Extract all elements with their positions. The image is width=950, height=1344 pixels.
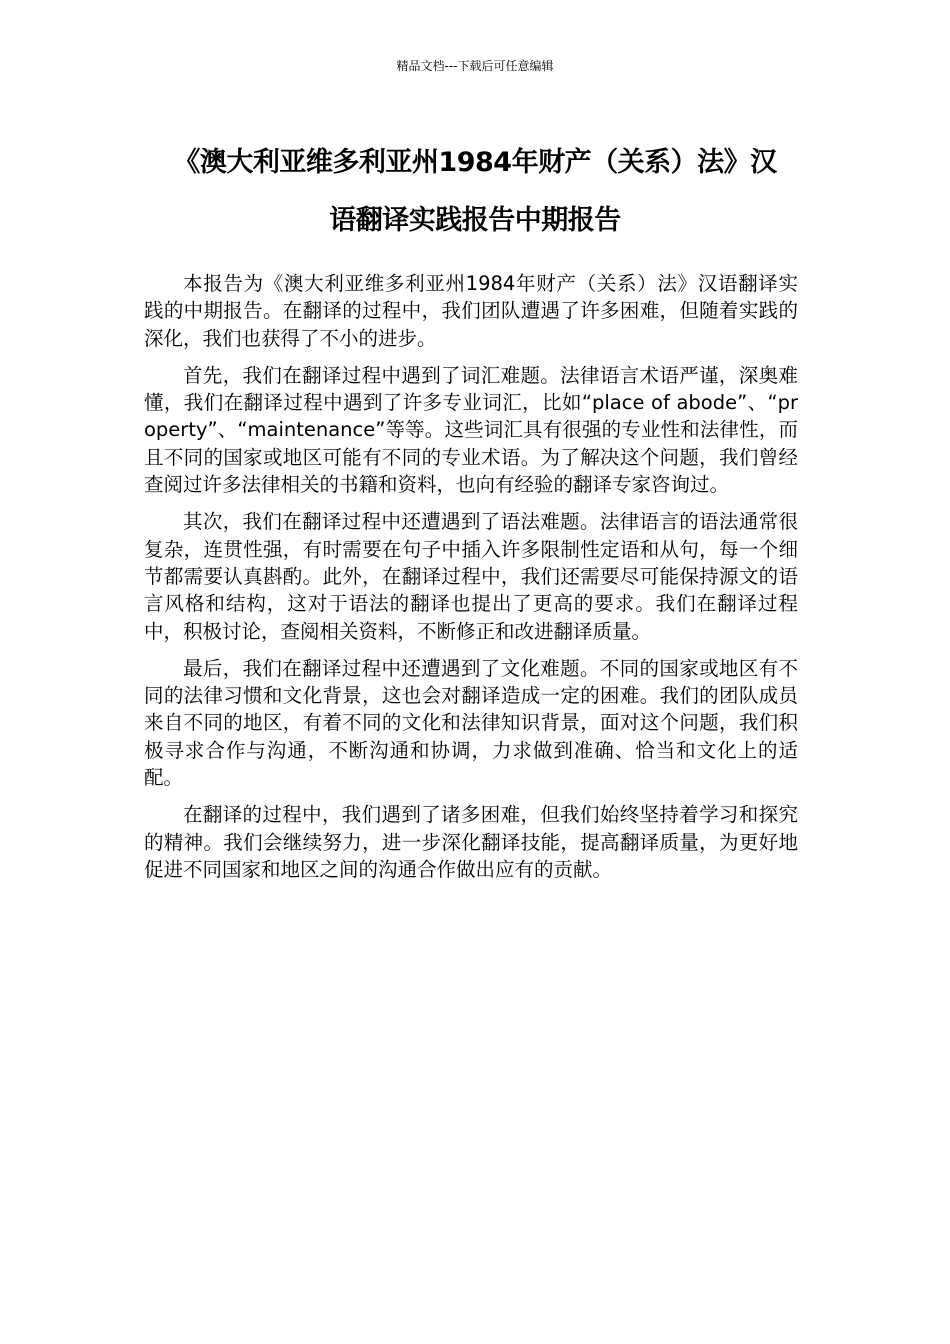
paragraph-grammar: 其次，我们在翻译过程中还遭遇到了语法难题。法律语言的语法通常很复杂，连贯性强，有时需要在句子中插入许多限制性定语和从句，每一个细节都需要认真斟酌。此外，在翻译过程中，我们还需要尽可能保持源文的语言风格和结构，这对于语法的翻译也提出了更高的要求。我们在翻译过程中，积极讨论，查阅相关资料，不断修正和改进翻译质量。 (144, 510, 798, 643)
header-note: 精品文档---下载后可任意编辑 (396, 59, 554, 73)
paragraph-conclusion: 在翻译的过程中，我们遇到了诸多困难，但我们始终坚持着学习和探究的精神。我们会继续努力，进一步深化翻译技能，提高翻译质量，为更好地促进不同国家和地区之间的沟通合作做出应有的贡献。 (144, 803, 798, 881)
document-title (145, 134, 805, 250)
title-line-1: 《澳大利亚维多利亚州1984年财产（关系）法》汉 (173, 147, 777, 178)
title-line-2: 语翻译实践报告中期报告 (329, 205, 621, 236)
paragraph-intro: 本报告为《澳大利亚维多利亚州1984年财产（关系）法》汉语翻译实践的中期报告。在翻译的过程中，我们团队遭遇了许多困难，但随着实践的深化，我们也获得了不小的进步。 (144, 272, 798, 350)
document-body (144, 270, 798, 893)
paragraph-culture: 最后，我们在翻译过程中还遭遇到了文化难题。不同的国家或地区有不同的法律习惯和文化背景，这也会对翻译造成一定的困难。我们的团队成员来自不同的地区，有着不同的文化和法律知识背景，面对这个问题，我们积极寻求合作与沟通，不断沟通和协调，力求做到准确、恰当和文化上的适配。 (144, 656, 798, 790)
paragraph-vocabulary: 首先，我们在翻译过程中遇到了词汇难题。法律语言术语严谨，深奥难懂，我们在翻译过程中遇到了许多专业词汇，比如“place of abode”、“property”、“maintenance”等等。这些词汇具有很强的专业性和法律性，而且不同的国家或地区可能有不同的专业术语。为了解决这个问题，我们曾经查阅过许多法律相关的书籍和资料，也向有经验的翻译专家咨询过。 (144, 363, 798, 497)
